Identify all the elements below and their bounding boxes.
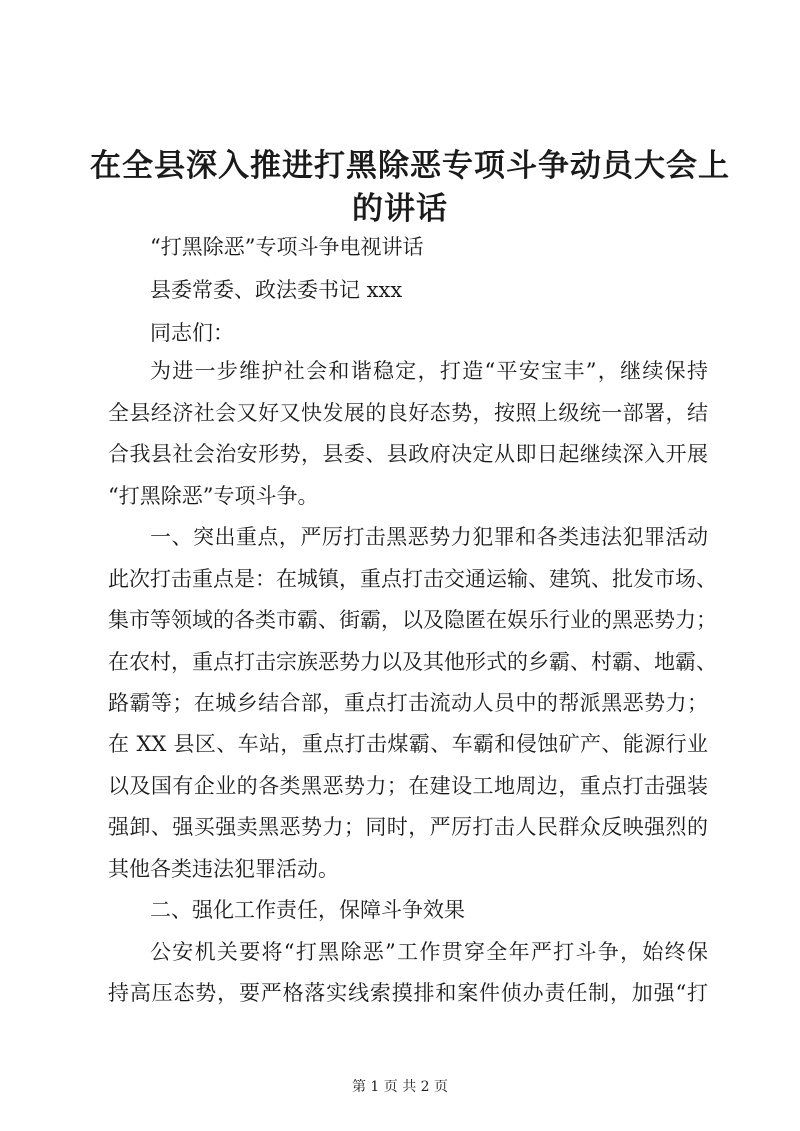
subtitle: “打黑除恶”专项斗争电视讲话	[150, 235, 424, 259]
document-title-line-2: 的讲话	[352, 191, 448, 227]
paragraph-line: 其他各类违法犯罪活动。	[108, 857, 339, 881]
paragraph-line: 持高压态势，要严格落实线索摸排和案件侦办责任制，加强“打	[108, 981, 708, 1005]
paragraph-line: 以及国有企业的各类黑恶势力；在建设工地周边，重点打击强装	[108, 774, 708, 798]
greeting: 同志们：	[150, 321, 234, 345]
document-title-line-1: 在全县深入推进打黑除恶专项斗争动员大会上	[90, 148, 730, 184]
paragraph-line: 在 XX 县区、车站，重点打击煤霸、车霸和侵蚀矿产、能源行业	[108, 732, 708, 756]
paragraph-line: 合我县社会治安形势，县委、县政府决定从即日起继续深入开展	[108, 442, 708, 466]
section-heading: 一、突出重点，严厉打击黑恶势力犯罪和各类违法犯罪活动	[150, 525, 708, 549]
paragraph-line: 集市等领域的各类市霸、街霸，以及隐匿在娱乐行业的黑恶势力；	[108, 608, 717, 632]
page-number-footer: 第 1 页 共 2 页	[351, 1079, 449, 1095]
paragraph-line: 为进一步维护社会和谐稳定，打造“平安宝丰”，继续保持	[150, 359, 708, 383]
paragraph-line: “打黑除恶”专项斗争。	[108, 484, 319, 508]
paragraph-line: 在农村，重点打击宗族恶势力以及其他形式的乡霸、村霸、地霸、	[108, 650, 717, 674]
paragraph-line: 此次打击重点是：在城镇，重点打击交通运输、建筑、批发市场、	[108, 567, 717, 591]
section-heading: 二、强化工作责任，保障斗争效果	[150, 898, 465, 922]
author-line: 县委常委、政法委书记 xxx	[150, 278, 403, 302]
paragraph-line: 公安机关要将“打黑除恶”工作贯穿全年严打斗争，始终保	[150, 940, 708, 964]
paragraph-line: 强卸、强买强卖黑恶势力；同时，严厉打击人民群众反映强烈的	[108, 815, 708, 839]
paragraph-line: 全县经济社会又好又快发展的良好态势，按照上级统一部署，结	[108, 401, 708, 425]
paragraph-line: 路霸等；在城乡结合部，重点打击流动人员中的帮派黑恶势力；	[108, 691, 708, 715]
